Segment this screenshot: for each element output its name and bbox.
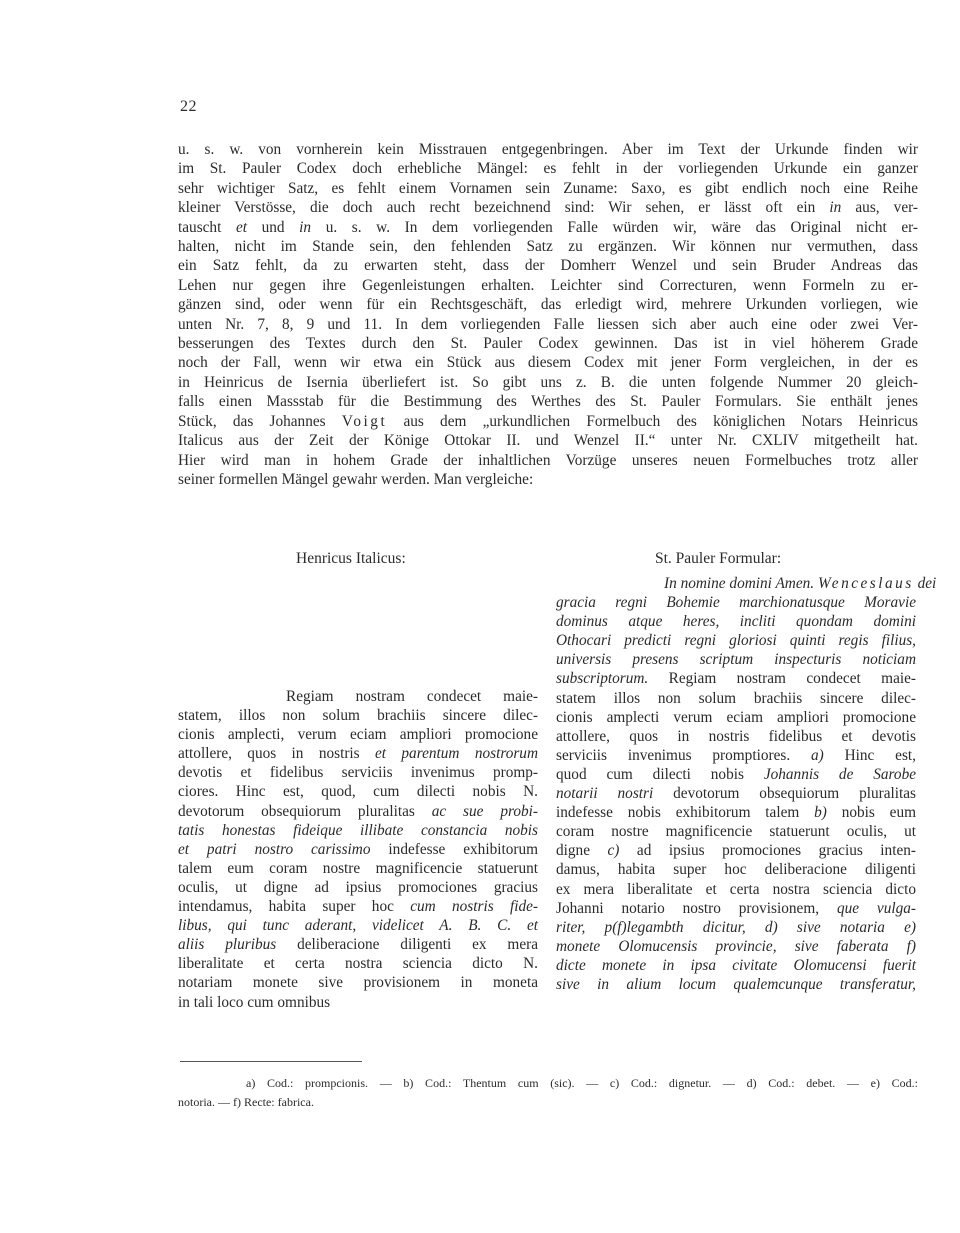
text-line: besserungen des Textes durch den St. Pauler Codex gewinnen. Das ist in viel höherem Grade [178, 335, 918, 353]
text-line: unten Nr. 7, 8, 9 und 11. In dem vorliegenden Falle liessen sich aber auch eine oder zwei Ver- [178, 315, 918, 333]
footnote-divider [180, 1061, 362, 1062]
text-fragment: Stück, das Johannes [178, 412, 326, 430]
text-line: oculis, ut digne ad ipsius promociones gracius [178, 878, 538, 896]
text-line: sehr wichtiger Satz, es fehlt einem Vornamen sein Zuname: Saxo, es gibt endlich noch eine Reihe [178, 179, 918, 197]
footnote-marker: b) [814, 804, 827, 822]
text-line [178, 935, 538, 954]
text-line: talem eum coram nostre magnificencie statuerunt [178, 859, 538, 877]
text-line: notariam monete sive provisionem in moneta [178, 974, 538, 992]
footnote-marker: f) [906, 937, 917, 955]
italic-fragment: subscriptorum. [556, 670, 649, 688]
text-line: cionis amplecti verum eciam ampliori promocione [556, 708, 916, 726]
text-line [556, 784, 916, 803]
text-line [556, 956, 916, 975]
text-line: Lehen nur gegen ihre Gegenleistungen erhalten. Leichter sind Correcturen, wenn Formeln zu er- [178, 276, 918, 294]
text-fragment: serviciis invenimus promptiores. [556, 746, 791, 764]
text-fragment: tauscht [178, 218, 222, 236]
footnote-marker: d) [764, 918, 778, 936]
spaced-name: Wenceslaus [817, 575, 914, 592]
text-fragment: devotorum obsequiorum pluralitas [673, 785, 916, 803]
text-fragment: intendamus, habita super hoc [178, 898, 394, 916]
text-fragment: aus, ver- [855, 199, 918, 217]
text-line: in Heinricus de Isernia überliefert ist. So gibt uns z. B. die unten folgende Nummer 20 gleich- [178, 373, 918, 391]
text-line [178, 821, 538, 840]
right-column-text [556, 574, 937, 994]
text-line: ex mera liberalitate et certa nostra sciencia dicto [556, 880, 916, 898]
text-line [178, 840, 538, 859]
italic-fragment: et [526, 917, 539, 935]
text-fragment: indefesse nobis exhibitorum talem [556, 804, 800, 822]
text-fragment: u. s. w. In dem vorliegenden Falle würden wir, wäre das Original nicht er- [325, 218, 919, 236]
text-line: ciores. Hinc est, quod, cum dilecti nobis N. [178, 783, 538, 801]
text-line: in tali loco cum omnibus [178, 993, 331, 1011]
italic-fragment: In nomine domini Amen. [664, 575, 815, 592]
text-line [556, 593, 916, 612]
text-line [556, 746, 916, 765]
text-fragment: devotorum obsequiorum pluralitas [178, 802, 415, 820]
left-column-heading: Henricus Italicus: [296, 550, 406, 567]
text-line: Italicus aus der Zeit der Könige Ottokar II. und Wenzel II.“ unter Nr. CXLIV mitgetheilt hat. [178, 432, 918, 450]
text-line [556, 918, 916, 937]
text-line [178, 916, 538, 935]
footnote-line: notoria. — f) Recte: fabrica. [178, 1095, 314, 1109]
text-line: halten, nicht im Stande sein, den fehlenden Satz zu ergänzen. Wir können nur vermuthen, dass [178, 238, 918, 256]
italic-fragment: sive in alium locum qualemcunque transferatur, [556, 975, 916, 993]
intro-paragraph [178, 140, 918, 489]
text-fragment: aus dem „urkundlichen Formelbuch des königlichen Notars Heinricus [403, 412, 919, 430]
italic-fragment: et [235, 218, 247, 236]
text-line [178, 412, 918, 431]
text-line: noch der Fall, wenn wir etwa ein Stück aus diesem Codex mit jener Form vergleichen, in der es [178, 354, 918, 372]
italic-fragment: p(f)legambth dicitur, [604, 918, 746, 936]
text-line: cionis amplecti, verum eciam ampliori promocione [178, 726, 538, 744]
right-column-heading: St. Pauler Formular: [655, 550, 782, 567]
italic-fragment: et patri nostro carissimo [178, 840, 371, 858]
text-line [556, 841, 916, 860]
italic-fragment: libus, qui tunc aderant, videlicet A. B. C. [178, 917, 512, 935]
italic-fragment: cum nostris fide- [410, 898, 538, 916]
text-fragment: und [261, 218, 285, 236]
italic-fragment: dicte monete in ipsa civitate Olomucensi fuerit [556, 956, 916, 974]
text-fragment: ad ipsius promociones gracius inten- [636, 842, 916, 860]
text-line: ein Satz fehlt, da zu erwarten steht, dass der Domherr Wenzel und sein Bruder Andreas das [178, 257, 918, 275]
text-fragment: kleiner Verstösse, die doch auch recht bezeichnend sind: Wir sehen, er lässt oft ein [178, 199, 816, 217]
text-fragment: nobis eum [841, 804, 916, 822]
italic-fragment: notarii nostri [556, 785, 654, 803]
italic-fragment: que vulga- [836, 899, 916, 917]
footnote-marker: a) [811, 746, 824, 764]
text-fragment: Johanni notario nostro provisionem, [556, 899, 820, 917]
text-line [556, 803, 916, 822]
text-line: statem illos non solum brachiis sincere dilec- [556, 689, 916, 707]
italic-fragment: Johannis de Sarobe [763, 765, 917, 783]
text-line [556, 612, 916, 631]
text-fragment: deliberacione diligenti ex mera [297, 936, 538, 954]
text-fragment: Regiam nostram condecet maie- [668, 670, 916, 688]
text-line: falls einen Massstab für die Bestimmung des Werthes des St. Pauler Formulars. Sie enthält jenes [178, 393, 918, 411]
italic-fragment: gracia regni Bohemie marchionatusque Moravie [556, 594, 916, 612]
italic-fragment: aliis pluribus [178, 936, 277, 954]
text-fragment: attollere, quos in nostris [178, 745, 360, 763]
text-line: devotis et fidelibus serviciis invenimus promp- [178, 764, 538, 782]
text-line [178, 218, 918, 237]
italic-fragment: sive notaria e) [796, 918, 917, 936]
text-line: gänzen sind, oder wenn für ein Rechtsgeschäft, das erledigt wird, mehrere Urkunden vorliegen, wie [178, 296, 918, 314]
italic-fragment: dominus atque heres, incliti quondam domini [556, 613, 916, 631]
text-line [556, 574, 937, 593]
text-line [556, 650, 916, 669]
text-line [178, 897, 538, 916]
footnote-line: a) Cod.: prompcionis. — b) Cod.: Thentum cum (sic). — c) Cod.: dignetur. — d) Cod.: debet. — e) Cod.: [246, 1076, 918, 1090]
text-line: Regiam nostram condecet maie- [286, 688, 538, 705]
spaced-name: Voigt [341, 412, 388, 430]
text-line: Hier wird man in hohem Grade der inhaltlichen Vorzüge unseres neuen Formelbuches trotz aller [178, 451, 918, 469]
text-line [556, 765, 916, 784]
text-fragment: quod cum dilecti nobis [556, 765, 744, 783]
text-fragment: digne [556, 842, 590, 860]
italic-fragment: ac sue probi- [431, 802, 538, 820]
text-line [178, 744, 538, 763]
text-line [556, 899, 916, 918]
text-line: im St. Pauler Codex doch erhebliche Mängel: es fehlt in der vorliegenden Urkunde ein ganzer [178, 160, 918, 178]
italic-fragment: monete Olomucensis provincie, sive faberata [556, 937, 889, 955]
italic-fragment: in [299, 218, 312, 236]
text-line [556, 669, 916, 688]
text-line: statem, illos non solum brachiis sincere dilec- [178, 707, 538, 725]
italic-fragment: universis presens scriptum inspecturis noticiam [556, 651, 916, 669]
text-fragment: indefesse exhibitorum [388, 840, 539, 858]
italic-fragment: Othocari predicti regni gloriosi quinti regis filius, [556, 632, 916, 650]
text-line: liberalitate et certa nostra sciencia dicto N. [178, 955, 538, 973]
text-line: seiner formellen Mängel gewahr werden. Man vergleiche: [178, 470, 534, 488]
italic-fragment: in [829, 199, 842, 217]
text-line [556, 937, 916, 956]
text-line [178, 802, 538, 821]
text-line: attollere, quos in nostris fidelibus et devotis [556, 727, 916, 745]
italic-fragment: tatis honestas fideique illibate constancia nobis [178, 821, 538, 839]
text-line [556, 975, 916, 994]
text-line: coram nostre magnificencie statuerunt oculis, ut [556, 823, 916, 841]
text-line [178, 198, 918, 217]
text-line: damus, habita super hoc deliberacione diligenti [556, 861, 916, 879]
italic-fragment: et parentum nostrorum [375, 745, 539, 763]
italic-fragment: riter, [556, 918, 586, 936]
text-line [556, 631, 916, 650]
footnote-marker: c) [607, 842, 620, 860]
text-line: u. s. w. von vornherein kein Misstrauen entgegenbringen. Aber im Text der Urkunde finden wir [178, 141, 918, 158]
italic-fragment: dei [917, 575, 937, 592]
left-column-text [178, 687, 538, 1012]
page-number: 22 [180, 98, 197, 115]
text-fragment: Hinc est, [844, 746, 916, 764]
footnotes [178, 1074, 918, 1112]
